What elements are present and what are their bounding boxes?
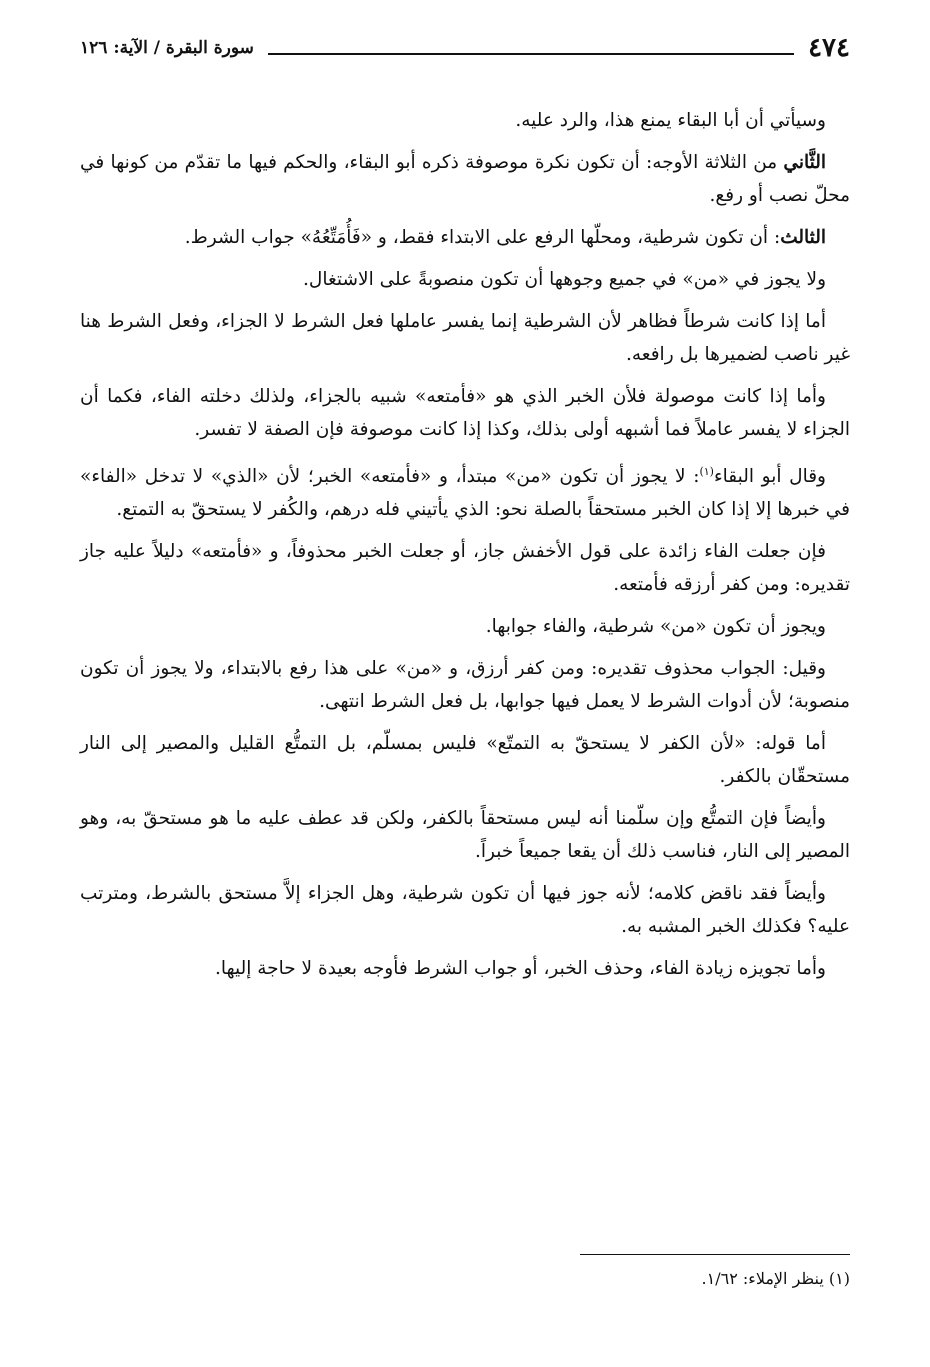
footnote-marker[interactable]: (١) bbox=[699, 465, 714, 478]
paragraph bbox=[80, 727, 850, 793]
paragraph-text: : أن تكون شرطية، ومحلّها الرفع على الابتداء فقط، و «فَأُمَتِّعُهُ» جواب الشرط. bbox=[184, 227, 781, 248]
header-rule bbox=[268, 53, 794, 55]
paragraph bbox=[80, 535, 850, 601]
paragraph-text: وأما تجويزه زيادة الفاء، وحذف الخبر، أو جواب الشرط فأوجه بعيدة لا حاجة إليها. bbox=[214, 958, 826, 980]
paragraph-lead: الثالث bbox=[780, 227, 826, 248]
paragraph-text: وأيضاً فقد ناقض كلامه؛ لأنه جوز فيها أن تكون شرطية، وهل الجزاء إلاَّ مستحق بالشرط، ومترتب عليه؟ فكذلك الخبر المشبه به. bbox=[80, 883, 850, 938]
surah-title: سورة البقرة / الآية: ١٢٦ bbox=[80, 38, 254, 58]
paragraph-text: وأيضاً فإن التمتُّع وإن سلّمنا أنه ليس مستحقاً بالكفر، ولكن قد عطف عليه ما هو مستحقّ به، وهو المصير إلى النار، فناسب ذلك أن يقعا جميعاً خبراً. bbox=[80, 808, 850, 863]
paragraph bbox=[80, 104, 850, 137]
paragraph bbox=[80, 146, 850, 212]
paragraph bbox=[80, 877, 850, 943]
page-body bbox=[80, 104, 850, 994]
paragraph bbox=[80, 305, 850, 371]
paragraph-text: ولا يجوز في «من» في جميع وجوهها أن تكون منصوبةً على الاشتغال. bbox=[303, 269, 826, 290]
page-header bbox=[80, 28, 850, 68]
paragraph-text: وسيأتي أن أبا البقاء يمنع هذا، والرد عليه. bbox=[515, 110, 826, 131]
page-number: ٤٧٤ bbox=[808, 33, 850, 63]
paragraph bbox=[80, 455, 850, 526]
paragraph-text: أما إذا كانت شرطاً فظاهر لأن الشرطية إنما يفسر عاملها فعل الشرط لا الجزاء، وفعل الشرط هنا غير ناصب لضميرها بل رافعه. bbox=[80, 311, 850, 365]
paragraph-text: فإن جعلت الفاء زائدة على قول الأخفش جاز، أو جعلت الخبر محذوفاً، و «فأمتعه» دليلاً عليه جاز تقديره: ومن كفر أرزقه فأمتعه. bbox=[80, 541, 850, 596]
paragraph-text-continued: : لا يجوز أن تكون «من» مبتدأ، و «فأمتعه» الخبر؛ لأن «الذي» لا تدخل «الفاء» في خبرها إلا إذا كان الخبر مستحقاً بالصلة نحو: الذي يأتيني فله درهم، والكُفر لا يستحقّ به التمتع. bbox=[80, 466, 850, 521]
paragraph-text: أما قوله: «لأن الكفر لا يستحقّ به التمتّع» فليس بمسلّم، بل التمتُّع القليل والمصير إلى النار مستحقّان بالكفر. bbox=[80, 733, 850, 788]
paragraph bbox=[80, 610, 850, 643]
paragraph bbox=[80, 263, 850, 296]
paragraph-text: ويجوز أن تكون «من» شرطية، والفاء جوابها. bbox=[485, 616, 826, 638]
paragraph-text: وقيل: الجواب محذوف تقديره: ومن كفر أرزق، و «من» على هذا رفع بالابتداء، ولا يجوز أن تكون منصوبة؛ لأن أدوات الشرط لا يعمل فيها جوابها، بل فعل الشرط انتهى. bbox=[80, 658, 850, 713]
paragraph-text: وأما إذا كانت موصولة فلأن الخبر الذي هو «فأمتعه» شبيه بالجزاء، ولذلك دخلته الفاء، فكما أن الجزاء لا يفسر عاملاً فما أشبهه أولى بذلك، وكذا إذا كانت موصوفة فإن الصفة لا تفسر. bbox=[80, 386, 850, 440]
paragraph bbox=[80, 221, 850, 254]
footnote: (١) ينظر الإملاء: ١/٦٢. bbox=[701, 1269, 850, 1288]
footnote-rule bbox=[580, 1254, 850, 1255]
paragraph bbox=[80, 380, 850, 446]
paragraph bbox=[80, 952, 850, 985]
paragraph bbox=[80, 652, 850, 718]
paragraph bbox=[80, 802, 850, 868]
paragraph-lead: الثَّاني bbox=[783, 152, 826, 173]
paragraph-text: من الثلاثة الأوجه: أن تكون نكرة موصوفة ذكره أبو البقاء، والحكم فيها ما تقدّم من كونها في محلّ نصب أو رفع. bbox=[80, 152, 850, 206]
paragraph-text: وقال أبو البقاء bbox=[713, 466, 826, 488]
